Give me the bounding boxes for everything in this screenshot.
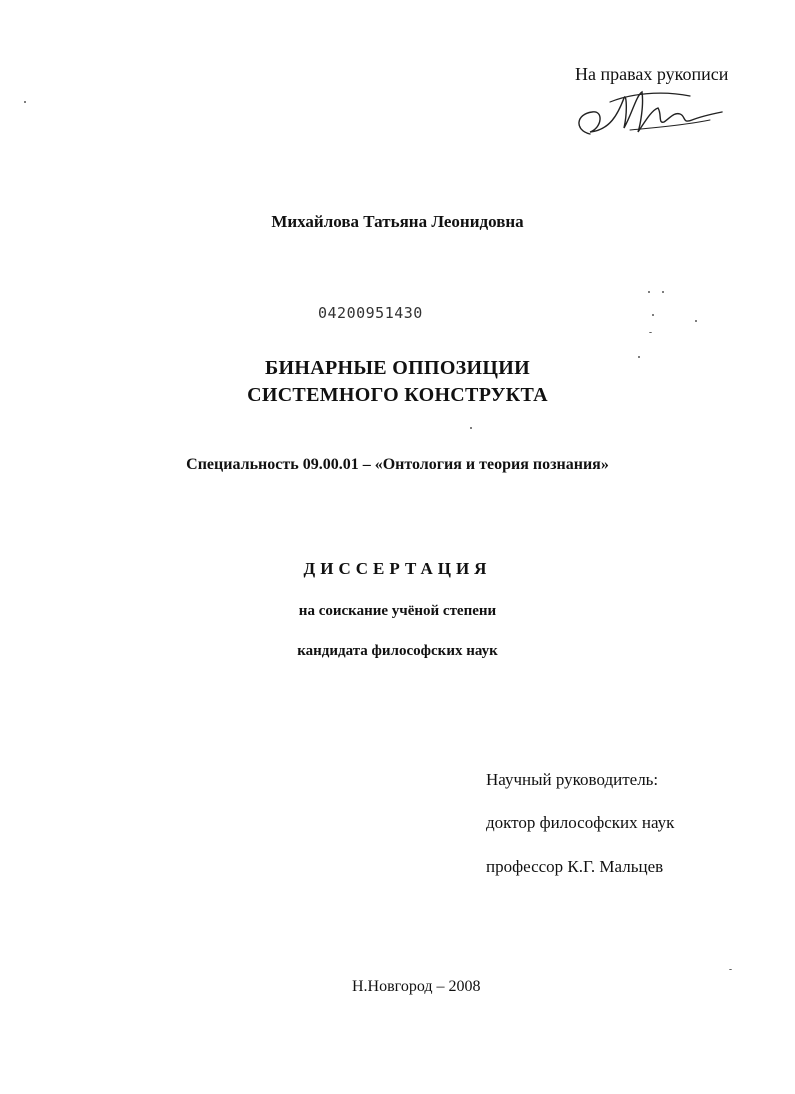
degree-line-2: кандидата философских наук bbox=[297, 643, 498, 659]
title-line-1: БИНАРНЫЕ ОППОЗИЦИИ bbox=[265, 357, 530, 379]
handwritten-signature bbox=[570, 84, 730, 146]
specialty: Специальность 09.00.01 – «Онтология и теория познания» bbox=[186, 456, 609, 473]
scan-speck bbox=[662, 291, 664, 293]
scan-speck bbox=[652, 314, 654, 316]
city-year: Н.Новгород – 2008 bbox=[352, 978, 481, 995]
supervisor-label: Научный руководитель: bbox=[486, 770, 659, 789]
scan-speck bbox=[638, 356, 640, 358]
author-name: Михайлова Татьяна Леонидовна bbox=[271, 212, 524, 231]
rights-notice: На правах рукописи bbox=[575, 64, 729, 84]
scan-speck bbox=[695, 320, 697, 322]
degree-line-1: на соискание учёной степени bbox=[298, 603, 497, 619]
supervisor-name: профессор К.Г. Мальцев bbox=[486, 857, 664, 876]
work-type-label: ДИССЕРТАЦИЯ bbox=[303, 559, 492, 578]
scan-speck bbox=[729, 969, 732, 970]
scan-speck bbox=[648, 291, 650, 293]
supervisor-degree: доктор философских наук bbox=[486, 813, 675, 832]
scan-speck bbox=[470, 427, 472, 429]
scan-speck bbox=[649, 332, 652, 333]
library-code: 04200951430 bbox=[318, 304, 423, 322]
title-line-2: СИСТЕМНОГО КОНСТРУКТА bbox=[247, 384, 548, 406]
scan-speck bbox=[24, 101, 26, 103]
